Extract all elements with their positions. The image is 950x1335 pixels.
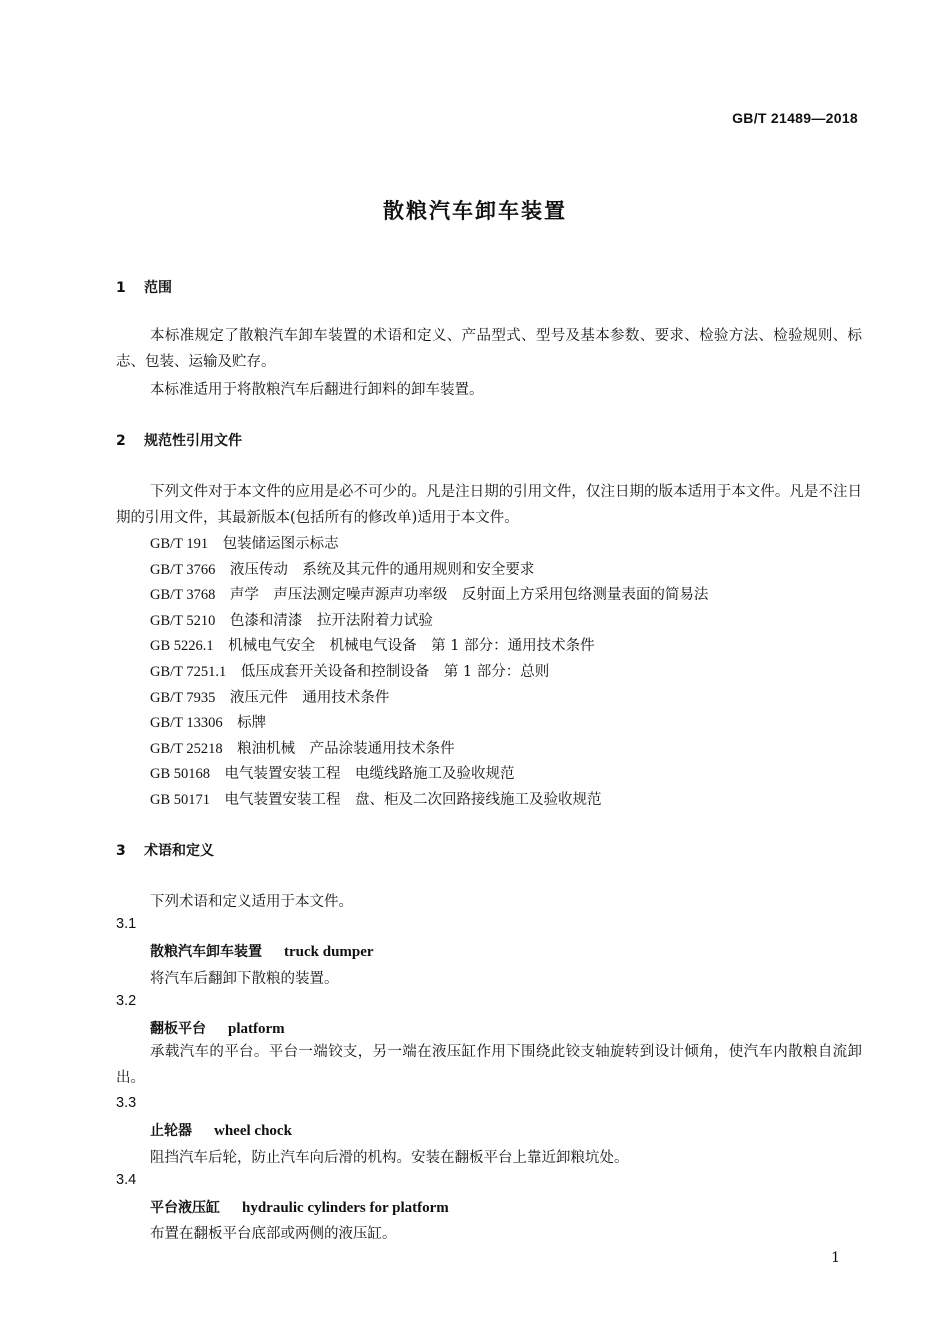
reference-code: GB/T 191 [150, 536, 209, 552]
term-zh: 平台液压缸 [150, 1200, 220, 1216]
reference-code: GB/T 3766 [150, 562, 216, 578]
term-definition: 阻挡汽车后轮，防止汽车向后滑的机构。安装在翻板平台上靠近卸粮坑处。 [150, 1150, 629, 1166]
reference-title: 声学 声压法测定噪声源声功率级 反射面上方采用包络测量表面的简易法 [229, 587, 709, 603]
reference-title: 液压传动 系统及其元件的通用规则和安全要求 [229, 562, 535, 578]
reference-title: 液压元件 通用技术条件 [229, 690, 390, 706]
term-en: wheel chock [214, 1123, 292, 1139]
reference-item [150, 609, 433, 630]
reference-code: GB/T 5210 [150, 613, 216, 629]
reference-title: 色漆和清漆 拉开法附着力试验 [229, 613, 433, 629]
reference-item [150, 660, 549, 681]
term-zh: 散粮汽车卸车装置 [150, 944, 262, 960]
reference-title: 粮油机械 产品涂装通用技术条件 [237, 741, 455, 757]
term-definition: 将汽车后翻卸下散粮的装置。 [150, 971, 339, 987]
term-heading [150, 1197, 449, 1217]
term-en: truck dumper [284, 944, 374, 960]
reference-title: 包装储运图示标志 [222, 536, 339, 552]
reference-code: GB/T 25218 [150, 741, 223, 757]
section-title: 范围 [144, 280, 172, 296]
section-2-heading [116, 430, 242, 450]
term-definition: 布置在翻板平台底部或两侧的液压缸。 [150, 1226, 397, 1242]
term-en: hydraulic cylinders for platform [242, 1200, 449, 1216]
term-definition: 承载汽车的平台。平台一端铰支，另一端在液压缸作用下围绕此铰支轴旋转到设计倾角，使汽车内散粮自流卸出。 [116, 1044, 862, 1086]
reference-item [150, 634, 595, 655]
section-3-heading [116, 840, 214, 860]
reference-code: GB 50171 [150, 792, 211, 808]
section-title: 规范性引用文件 [144, 433, 242, 449]
section-number: 2 [116, 433, 126, 449]
term-zh: 止轮器 [150, 1123, 192, 1139]
term-heading [150, 941, 374, 961]
term-heading [150, 1120, 292, 1140]
page-number: 1 [831, 1250, 840, 1266]
reference-item [150, 788, 602, 809]
section-number: 3 [116, 843, 126, 859]
term-number: 3.2 [116, 993, 137, 1009]
term-en: platform [228, 1021, 285, 1037]
section-1-paragraph-1: 本标准规定了散粮汽车卸车装置的术语和定义、产品型式、型号及基本参数、要求、检验方法、检验规则、标志、包装、运输及贮存。 [116, 328, 862, 370]
reference-item [150, 583, 708, 604]
section-2-intro: 下列文件对于本文件的应用是必不可少的。凡是注日期的引用文件，仅注日期的版本适用于本文件。凡是不注日期的引用文件，其最新版本(包括所有的修改单)适用于本文件。 [116, 484, 862, 526]
reference-title: 标牌 [237, 715, 267, 731]
term-heading [150, 1018, 285, 1038]
reference-code: GB/T 3768 [150, 587, 216, 603]
term-zh: 翻板平台 [150, 1021, 206, 1037]
reference-title: 机械电气安全 机械电气设备 第 1 部分：通用技术条件 [228, 638, 595, 654]
reference-title: 低压成套开关设备和控制设备 第 1 部分：总则 [240, 664, 550, 680]
section-title: 术语和定义 [144, 843, 214, 859]
section-1-heading [116, 277, 172, 297]
reference-item [150, 762, 515, 783]
reference-item [150, 686, 389, 707]
reference-code: GB 5226.1 [150, 638, 214, 654]
reference-item [150, 737, 455, 758]
standard-number: GB/T 21489—2018 [732, 110, 858, 126]
section-1-paragraph-2: 本标准适用于将散粮汽车后翻进行卸料的卸车装置。 [150, 382, 484, 398]
reference-code: GB/T 7935 [150, 690, 216, 706]
reference-item [150, 532, 339, 553]
reference-code: GB 50168 [150, 766, 211, 782]
term-number: 3.4 [116, 1172, 137, 1188]
document-title: 散粮汽车卸车装置 [383, 199, 567, 223]
reference-item [150, 711, 266, 732]
term-number: 3.1 [116, 916, 137, 932]
reference-item [150, 558, 534, 579]
reference-title: 电气装置安装工程 盘、柜及二次回路接线施工及验收规范 [224, 792, 602, 808]
section-number: 1 [116, 280, 126, 296]
reference-code: GB/T 7251.1 [150, 664, 227, 680]
reference-title: 电气装置安装工程 电缆线路施工及验收规范 [224, 766, 515, 782]
term-number: 3.3 [116, 1095, 137, 1111]
section-3-intro: 下列术语和定义适用于本文件。 [150, 894, 353, 910]
reference-code: GB/T 13306 [150, 715, 223, 731]
